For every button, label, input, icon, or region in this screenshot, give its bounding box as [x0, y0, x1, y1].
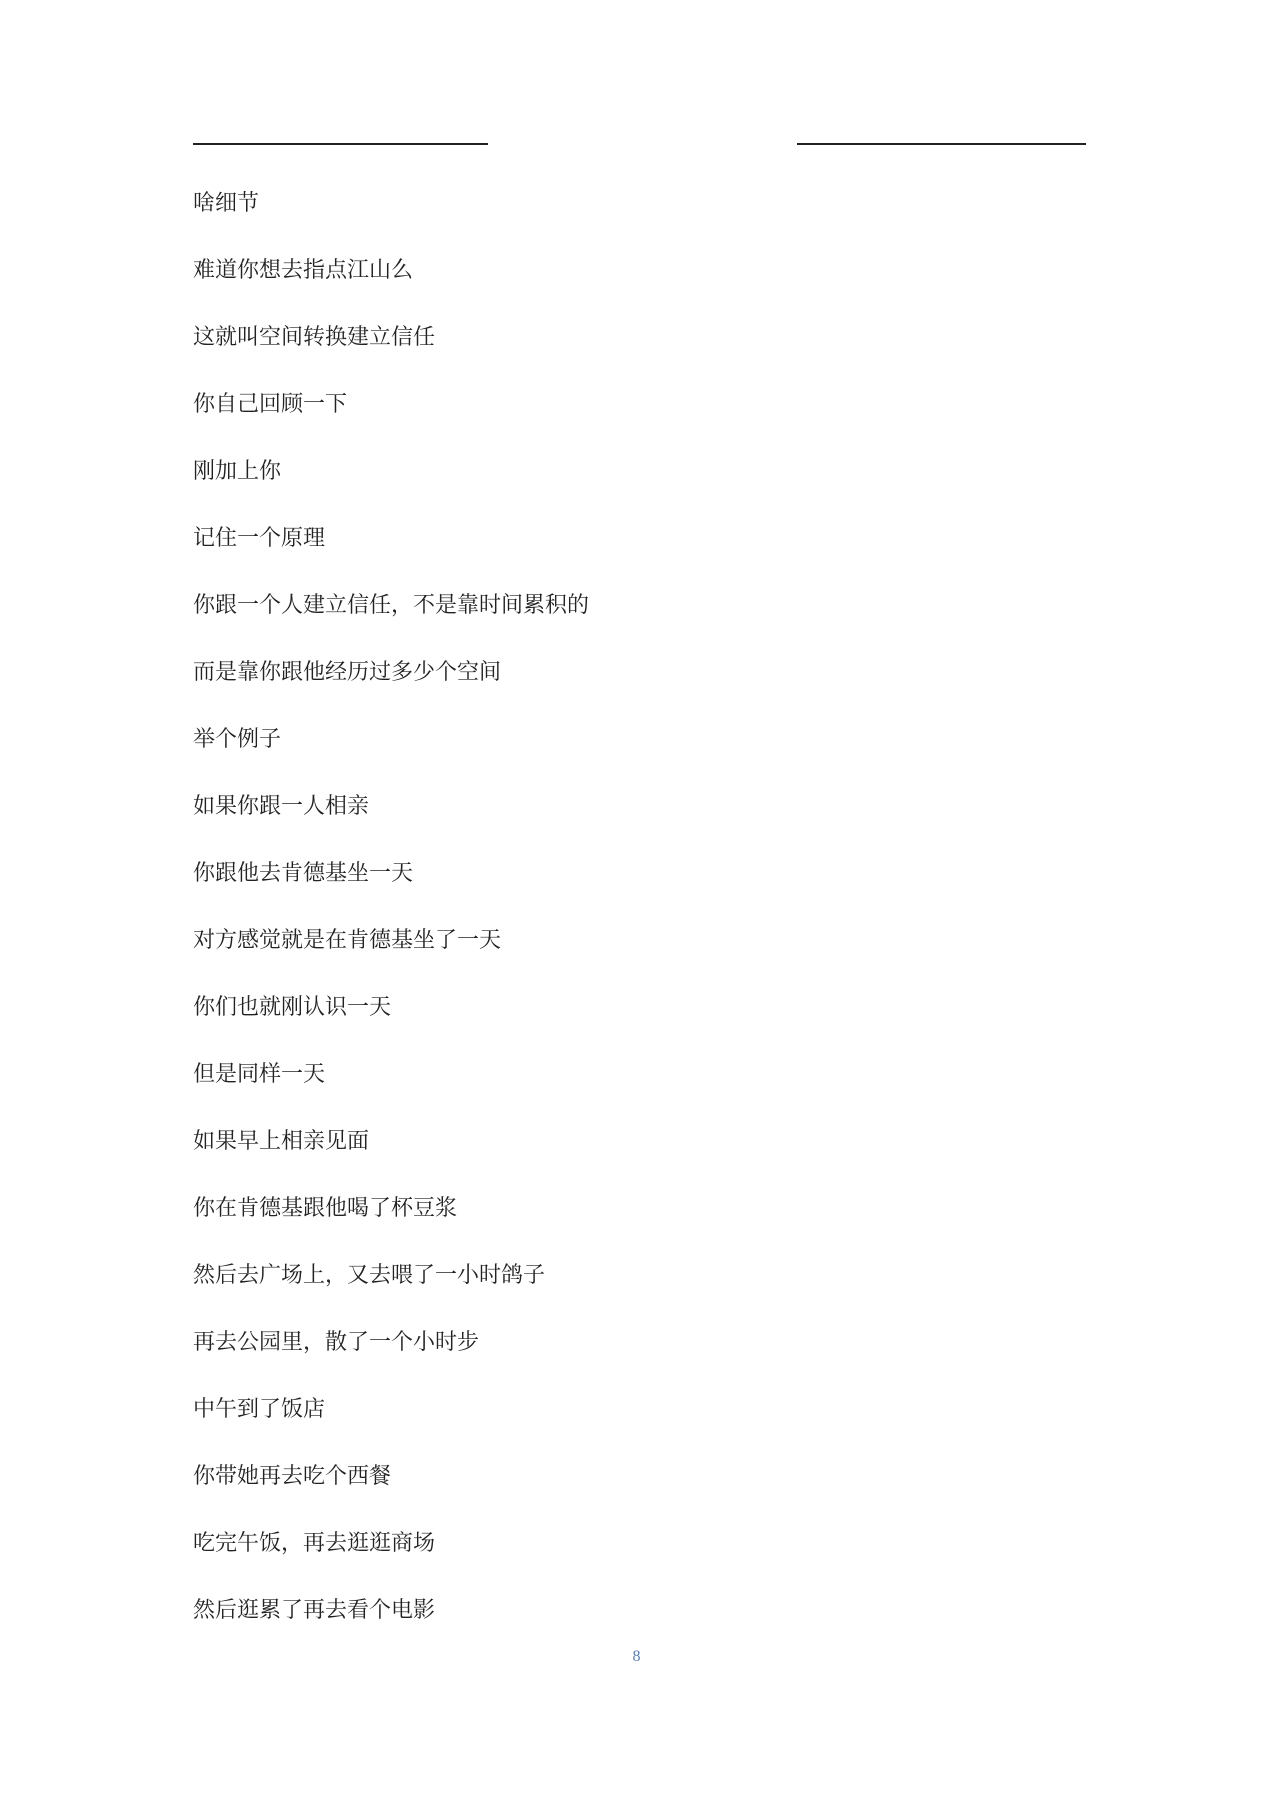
text-line: 再去公园里，散了一个小时步	[193, 1330, 480, 1355]
text-line: 如果早上相亲见面	[193, 1129, 370, 1154]
text-line: 但是同样一天	[193, 1062, 326, 1087]
text-line: 你在肯德基跟他喝了杯豆浆	[193, 1196, 458, 1221]
text-line: 然后去广场上，又去喂了一小时鸽子	[193, 1263, 546, 1288]
text-line: 举个例子	[193, 727, 282, 752]
text-line: 你自己回顾一下	[193, 392, 348, 417]
text-line: 如果你跟一人相亲	[193, 794, 370, 819]
text-line: 你跟他去肯德基坐一天	[193, 861, 414, 886]
header-rule-right	[797, 143, 1086, 145]
text-line: 而是靠你跟他经历过多少个空间	[193, 660, 502, 685]
document-body	[193, 186, 1073, 1660]
text-line: 吃完午饭，再去逛逛商场	[193, 1531, 436, 1556]
text-line: 记住一个原理	[193, 526, 326, 551]
text-line: 啥细节	[193, 191, 260, 216]
text-line: 难道你想去指点江山么	[193, 258, 414, 283]
page-number: 8	[632, 1648, 641, 1665]
text-line: 中午到了饭店	[193, 1397, 326, 1422]
text-line: 你跟一个人建立信任，不是靠时间累积的	[193, 593, 590, 618]
text-line: 对方感觉就是在肯德基坐了一天	[193, 928, 502, 953]
text-line: 你们也就刚认识一天	[193, 995, 392, 1020]
text-line: 这就叫空间转换建立信任	[193, 325, 436, 350]
text-line: 你带她再去吃个西餐	[193, 1464, 392, 1489]
text-line: 然后逛累了再去看个电影	[193, 1598, 436, 1623]
text-line: 刚加上你	[193, 459, 282, 484]
header-rule-left	[193, 143, 488, 145]
